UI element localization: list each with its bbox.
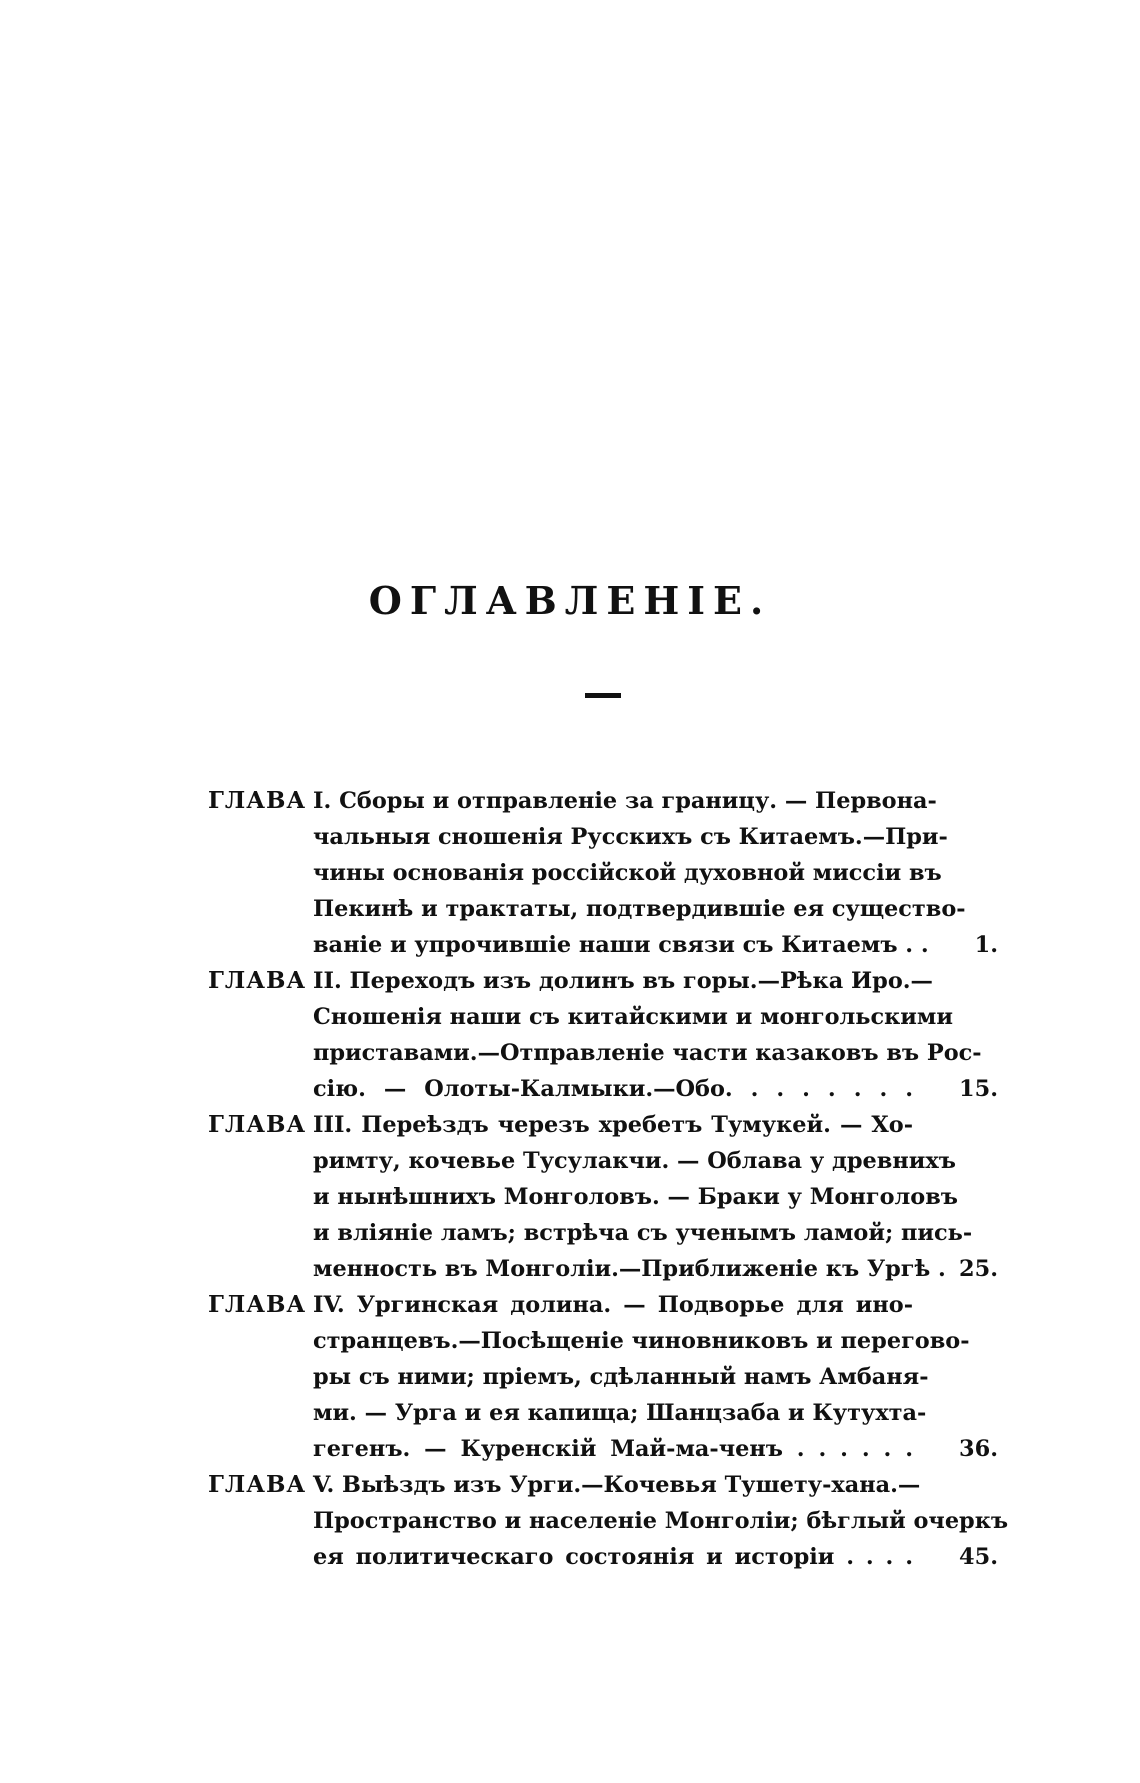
- page-number: 45.: [959, 1544, 998, 1570]
- summary-line: менность въ Монголіи.—Приближеніе къ Ургѣ .: [313, 1256, 946, 1282]
- page-number: 1.: [974, 932, 998, 958]
- page-title: ОГЛАВЛЕНІЕ.: [368, 578, 772, 623]
- summary-line: II. Переходъ изъ долинъ въ горы.—Рѣка Иро.—: [313, 968, 933, 994]
- summary-line: чальныя сношенія Русскихъ съ Китаемъ.—При-: [313, 824, 948, 850]
- summary-line: сію. — Олоты-Калмыки.—Обо. . . . . . . .: [313, 1076, 913, 1102]
- summary-line: странцевъ.—Посѣщеніе чиновниковъ и перегово-: [313, 1328, 970, 1354]
- summary-line: I. Сборы и отправленіе за границу. — Первона-: [313, 788, 937, 814]
- table-of-contents: [208, 783, 1009, 1575]
- summary-line: Сношенія наши съ китайскими и монгольскими: [313, 1004, 953, 1030]
- summary-line: Пекинѣ и трактаты, подтвердившіе ея существо-: [313, 896, 966, 922]
- chapter-summary: [313, 783, 966, 963]
- summary-line: III. Переѣздъ черезъ хребетъ Тумукей. — Хо-: [313, 1112, 913, 1138]
- summary-line: ея политическаго состоянія и исторіи . . . .: [313, 1544, 913, 1570]
- summary-line: ваніе и упрочившіе наши связи съ Китаемъ . .: [313, 932, 929, 958]
- toc-entry: [208, 783, 998, 963]
- summary-line: приставами.—Отправленіе части казаковъ въ Рос-: [313, 1040, 982, 1066]
- summary-line: ми. — Урга и ея капища; Шанцзаба и Кутухта-: [313, 1400, 927, 1426]
- summary-line: и вліяніе ламъ; встрѣча съ ученымъ ламой; пись-: [313, 1220, 973, 1246]
- toc-entry: [208, 1107, 998, 1287]
- summary-line: Пространство и населеніе Монголіи; бѣглый очеркъ: [313, 1508, 1009, 1534]
- chapter-label: ГЛАВА: [208, 1471, 307, 1498]
- page-number: 25.: [959, 1256, 998, 1282]
- chapter-summary: [313, 1107, 973, 1287]
- chapter-label: ГЛАВА: [208, 1111, 307, 1138]
- page-number: 36.: [959, 1436, 998, 1462]
- chapter-summary: [313, 1287, 970, 1467]
- toc-entry: [208, 963, 998, 1107]
- summary-line: V. Выѣздъ изъ Урги.—Кочевья Тушету-хана.—: [313, 1472, 921, 1498]
- summary-line: ры съ ними; пріемъ, сдѣланный намъ Амбаня-: [313, 1364, 929, 1390]
- toc-entry: [208, 1287, 998, 1467]
- summary-line: IV. Ургинская долина. — Подворье для ино-: [313, 1292, 913, 1318]
- page-number: 15.: [959, 1076, 998, 1102]
- chapter-label: ГЛАВА: [208, 787, 307, 814]
- summary-line: римту, кочевье Тусулакчи. — Облава у древнихъ: [313, 1148, 956, 1174]
- summary-line: и нынѣшнихъ Монголовъ. — Браки у Монголовъ: [313, 1184, 958, 1210]
- summary-line: гегенъ. — Куренскій Май-ма-ченъ . . . . . .: [313, 1436, 913, 1462]
- summary-line: чины основанія россійской духовной миссіи въ: [313, 860, 942, 886]
- toc-entry: [208, 1467, 1009, 1575]
- chapter-label: ГЛАВА: [208, 1291, 307, 1318]
- chapter-label: ГЛАВА: [208, 967, 307, 994]
- title-rule: [585, 693, 621, 698]
